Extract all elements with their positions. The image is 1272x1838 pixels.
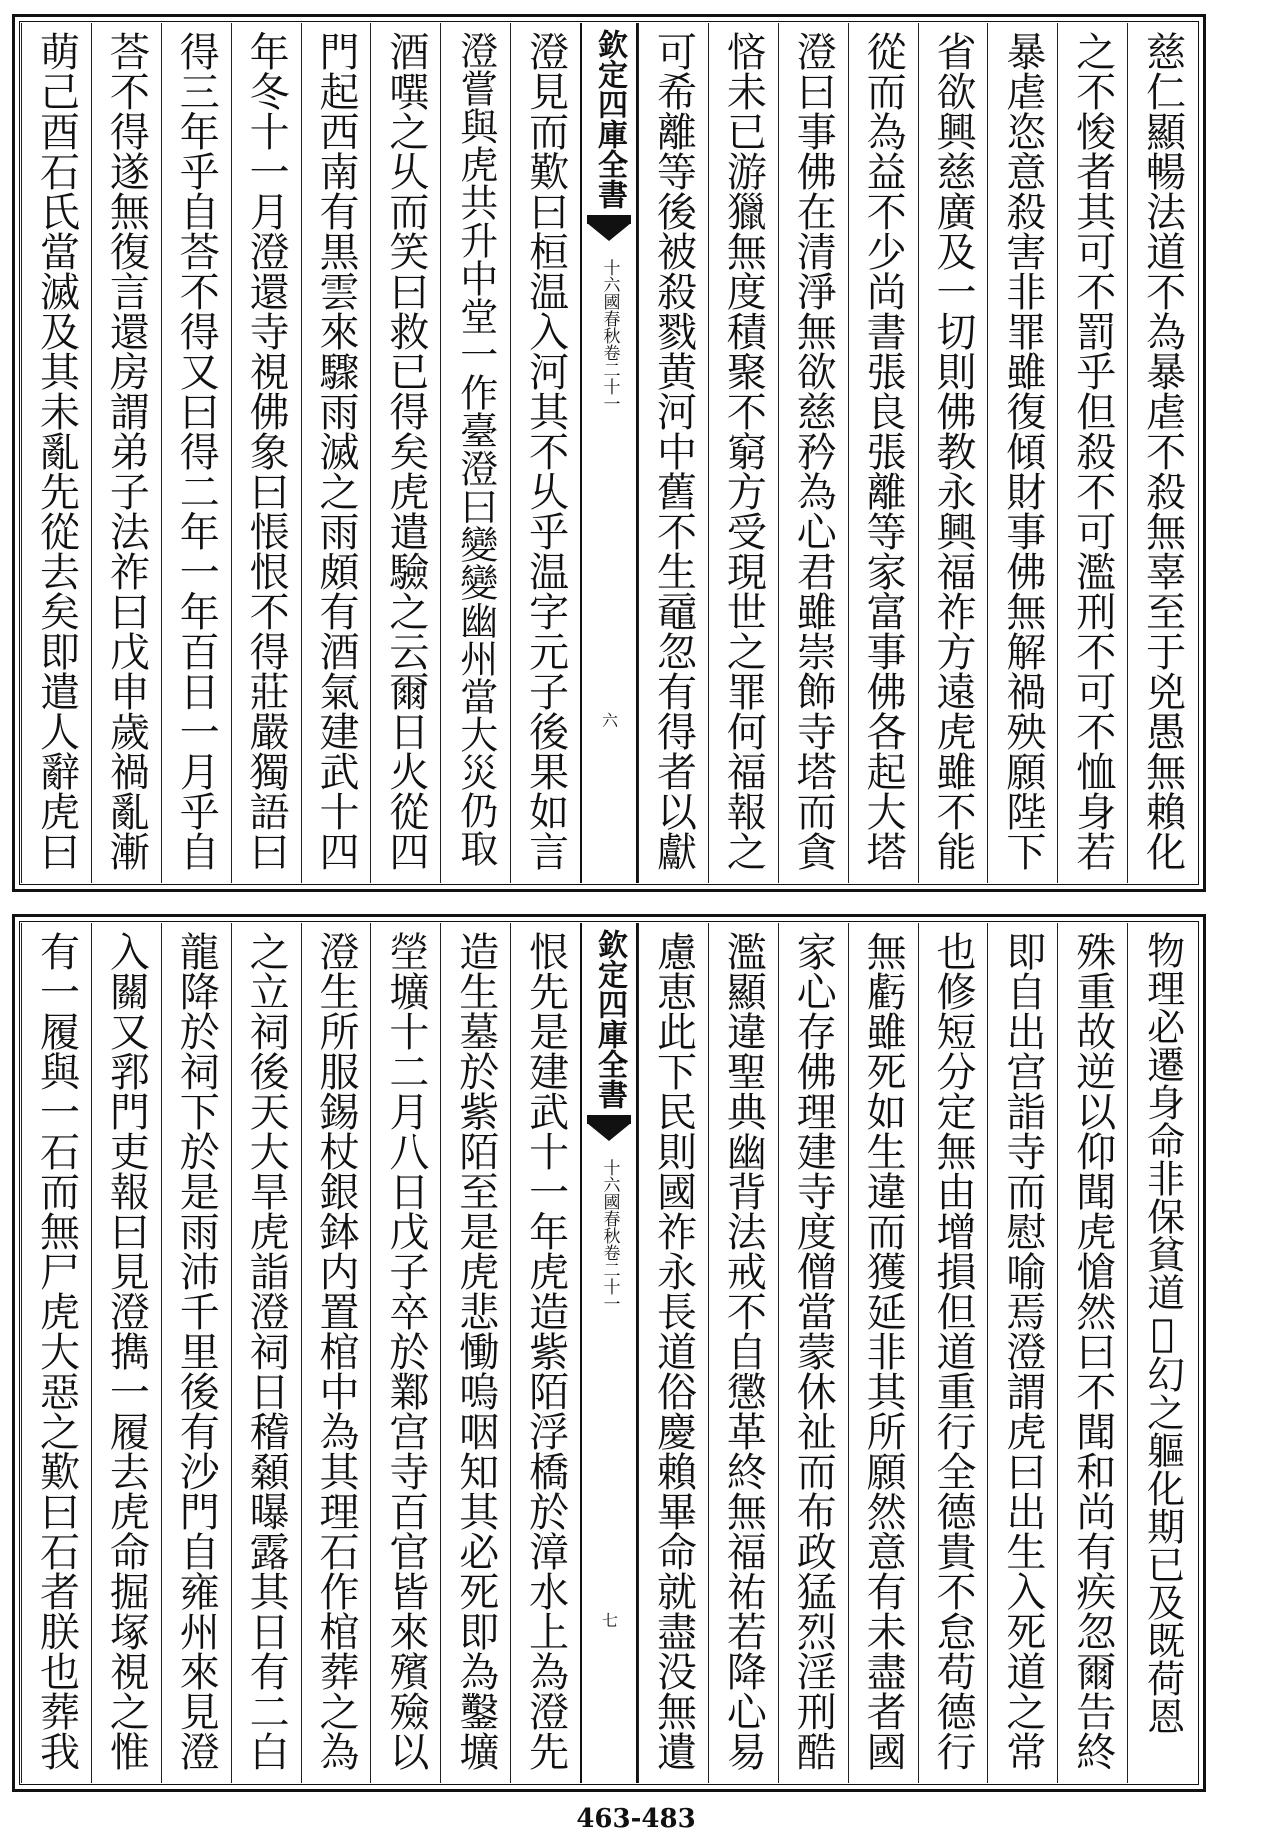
text-column: 澄嘗與虎共升中堂一作臺澄曰變變幽州當大災仍取 — [440, 23, 510, 883]
center-book-title: 十六國春秋 — [599, 259, 620, 344]
text-column: 年冬十一月澄還寺視佛象曰悵恨不得莊嚴獨語曰 — [231, 23, 301, 883]
text-column: 殊重故逆以仰聞虎愴然曰不聞和尚有疾忽爾告終 — [1057, 923, 1127, 1783]
text-column: 澄生所服錫杖銀鉢内置棺中為其理石作棺葬之為 — [301, 923, 371, 1783]
text-column: 塋壙十二月八日戊子卒於鄴宫寺百官皆來殯殮以 — [370, 923, 440, 1783]
folio-number: 463-483 — [576, 1804, 696, 1834]
text-column: 恨先是建武十一年虎造紫陌浮橋於漳水上為澄先 — [510, 923, 580, 1783]
text-column: 澄見而歎曰桓温入河其不乆乎温字元子後果如言 — [510, 23, 580, 883]
center-page-number: 六 — [599, 712, 619, 728]
fish-tail-mark-icon — [587, 1123, 631, 1149]
center-page-number: 七 — [599, 1612, 619, 1628]
text-column: 之不悛者其可不罰乎但殺不可濫刑不可不恤身若 — [1057, 23, 1127, 883]
text-column: 即自出宫詣寺而慰喻焉澄謂虎曰出生入死道之常 — [987, 923, 1057, 1783]
top-page-body — [21, 23, 1197, 883]
top-left-half — [21, 23, 580, 883]
text-column: 有一履與一石而無尸虎大惡之歎曰石者朕也葬我 — [21, 923, 91, 1783]
bottom-right-half — [638, 923, 1197, 1783]
center-title: 欽定四庫全書 — [592, 29, 627, 209]
bottom-page-frame — [12, 914, 1206, 1792]
center-title: 欽定四庫全書 — [592, 929, 627, 1109]
text-column: 造生墓於紫陌至是虎悲慟嗚咽知其必死即為鑿壙 — [440, 923, 510, 1783]
text-column: 荅不得遂無復言還房謂弟子法祚曰戊申歲禍亂漸 — [91, 23, 161, 883]
text-column: 入關又郛門吏報曰見澄擕一履去虎命掘塚視之惟 — [91, 923, 161, 1783]
center-volume: 卷二十一 — [599, 1244, 620, 1312]
bottom-left-half — [21, 923, 580, 1783]
bottom-center-fold — [580, 923, 638, 1783]
text-column: 家心存佛理建寺度僧當蒙休祉而布政猛烈淫刑酷 — [778, 923, 848, 1783]
bottom-page-body — [21, 923, 1197, 1783]
center-volume: 卷二十一 — [599, 344, 620, 412]
top-page-frame — [12, 14, 1206, 892]
text-column: 從而為益不少尚書張良張離等家富事佛各起大塔 — [848, 23, 918, 883]
text-column: 酒噀之乆而笑曰救已得矣虎遣驗之云爾日火從四 — [370, 23, 440, 883]
text-column: 之立祠後天大旱虎詣澄祠日稽顙曝露其日有二白 — [231, 923, 301, 1783]
text-column: 暴虐恣意殺害非罪雖復傾財事佛無解禍殃願陛下 — [987, 23, 1057, 883]
text-column: 慈仁顯暢法道不為暴虐不殺無辜至于兇愚無賴化 — [1127, 23, 1197, 883]
text-column: 澄曰事佛在清淨無欲慈矜為心君雖崇飾寺塔而貪 — [778, 23, 848, 883]
text-column: 龍降於祠下於是雨沛千里後有沙門自雍州來見澄 — [161, 923, 231, 1783]
text-column: 省欲興慈廣及一切則佛教永興福祚方遠虎雖不能 — [918, 23, 988, 883]
fish-tail-mark-icon — [587, 223, 631, 249]
top-center-fold — [580, 23, 638, 883]
center-book-title: 十六國春秋 — [599, 1159, 620, 1244]
top-right-half — [638, 23, 1197, 883]
text-column: 可希離等後被殺戮黄河中舊不生黿忽有得者以獻 — [638, 23, 708, 883]
text-column: 物理必遷身命非保貧道𠋣幻之軀化期已及既荷恩 — [1127, 923, 1197, 1783]
text-column: 悋未已游獵無度積聚不窮方受現世之罪何福報之 — [708, 23, 778, 883]
text-column: 無虧雖死如生違而獲延非其所願然意有未盡者國 — [848, 923, 918, 1783]
text-column: 也修短分定無由增損但道重行全德貴不怠苟德行 — [918, 923, 988, 1783]
text-column: 得三年乎自荅不得又曰得二年一年百日一月乎自 — [161, 23, 231, 883]
text-column: 門起西南有黒雲來驟雨滅之雨頗有酒氣建武十四 — [301, 23, 371, 883]
text-column: 萌己酉石氏當滅及其未亂先從去矣即遣人辭虎曰 — [21, 23, 91, 883]
text-column: 慮恵此下民則國祚永長道俗慶賴畢命就盡没無遺 — [638, 923, 708, 1783]
text-column: 濫顯違聖典幽背法戒不自懲革終無福祐若降心易 — [708, 923, 778, 1783]
